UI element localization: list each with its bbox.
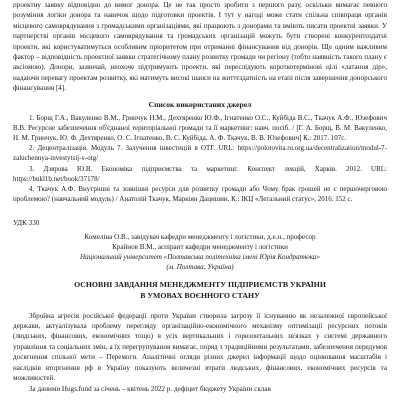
author-line: Комеліна О.В., завідувач кафедри менеджменту і логістики, д.е.н., професор bbox=[84, 233, 316, 242]
reference-item: 3. Дзярова Ю.В. Економіка підприємства та маркетинг. Конспект лекцій, Харків. 2012. URL: https://bukl1b.net/book/37178/ bbox=[13, 164, 387, 183]
affiliation-line: Національний університет «Полтавська політехніка імені Юрія Кондратюка» bbox=[79, 253, 321, 262]
udc-code: УДК 330 bbox=[13, 219, 40, 228]
article-title-line: В УМОВАХ ВОЄННОГО СТАНУ bbox=[140, 291, 260, 301]
top-paragraph: проектну заявку відповідно до вимог донора. Це не так просто зробити з першого разу, оскільки вимагає певного розуміння логіки донора та навичок щодо підготовки проектів. І тут у нагоді може стати спільна співпраця органів місцевого самоврядування з громадськими організаціями, які працюють з донорами та вміють писати проектні заявки. У партнерстві органів місцевого самоврядування та громадських організацій можуть бути створені конкурентоздатні проекти, які користуватимуться особливим пріоритетом при отриманні фінансування від донорів. Ще одним важливим фактор – відповідність проектної заявки стратегічному плану розвитку громади чи регіону (тобто наявність такого плану є аксіомою). Донори, зазвичай, неохоче підтримують проекти, які переслідують короткотерміновi цілі «латання дір», надаючи перевагу проектам розвитку, які матимуть високі шанси на життєздатність на етапі після завершення донорського фінансування [4]. bbox=[13, 1, 387, 93]
article-paragraph: Збройна агресія російської федерації проти України створила загрозу її існуванню як незалежної європейської держави, актуалізувала проблему перегляду організаційно-економічного механізму оптимізації ресурсних потоків (людських, фінансових, економічних тощо) в усіх вертикальних і горизонтальних зв'язках у системі державного управління та соціальних змін, а їх перегрупування вимагає, поряд з традиційними результатами, забезпечення передумов досягнення спільної мети – Перемоги. Аналітичні огляди різних джерел інформації щодо оцінювання масштабів і наслідків вторгнення рф в Україну показують величезні втрати людських, фінансових, економічних ресурсів та можливостей. bbox=[13, 311, 387, 383]
author-line: Крайнов В.М., аспірант кафедри менеджменту і логістики bbox=[112, 243, 288, 252]
article-authors bbox=[13, 232, 387, 252]
affiliation-city: (м. Полтава, Україна) bbox=[166, 263, 234, 272]
article-affiliation bbox=[13, 252, 387, 272]
article-title bbox=[13, 280, 387, 301]
references-heading: Список використаних джерел bbox=[148, 99, 252, 109]
reference-item: 4. Ткачук А.Ф. Внутрішні та зовнішні ресурси для розвитку громади або Чому брак грошей не є першочерговою проблемою? (навчальний модуль) / Анатолій Ткачук, Маркіян Дацишин. К.: ІКЦ «Легальний статус», 2016. 152 с. bbox=[13, 185, 387, 204]
article-paragraph: За даними Hugs.fund за січень – квітень 2022 р. дефіцит бюджету України склав bbox=[29, 384, 271, 393]
reference-item: 1. Борщ Г.А., Вакуленко В.М., Гринчук Н.М., Дехтяренко Ю.Ф., Ігнатенко О.С., Куйбіда В.С., Ткачук А.Ф., Юзефович В.В. Ресурсне забезпечення об'єднаної територіальної громади та її маркетинг: навч. посіб. / [Г. А. Борщ, В. М. Вакуленко, Н. М. Гринчук, Ю. Ф. Дехтяренко, О. С. Ігнатенко, В. С. Куйбіда, А. Ф. Ткачук, В. В. Юзефович] К.: 2017. 107с. bbox=[13, 113, 387, 143]
references-list bbox=[13, 113, 387, 205]
reference-item: 2. Децентралізація. Модуль 7. Залучення інвестицій в ОТГ. URL: https://polotovita.ru.org.ua/decentralization/modul-7-zaluchennya-investytsij-v-otg/ bbox=[13, 144, 387, 163]
article-title-line: ОСНОВНІ ЗАВДАННЯ МЕНЕДЖМЕНТУ ПІДПРИЄМСТВ УКРАЇНИ bbox=[74, 280, 326, 290]
